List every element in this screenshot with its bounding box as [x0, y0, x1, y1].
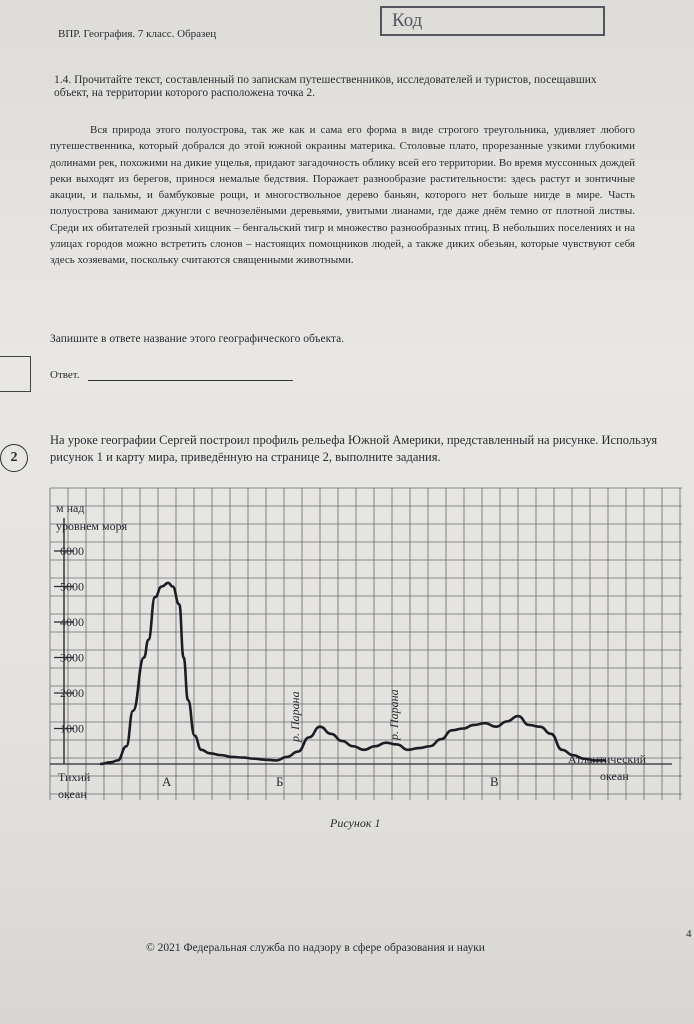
- answer-label: Ответ.: [50, 369, 80, 381]
- task-1-4-instruction: Запишите в ответе название этого географического объекта.: [50, 333, 345, 345]
- page-number: 4: [686, 928, 692, 940]
- task-1-4-prompt: 1.4. Прочитайте текст, составленный по запискам путешественников, исследователей и туристов, посещавших объект, на территории которого расположена точка 2.: [54, 74, 597, 99]
- y-tick-label: 2000: [60, 686, 84, 700]
- page-header-title: ВПР. География. 7 класс. Образец: [58, 28, 217, 40]
- figure-caption: Рисунок 1: [330, 816, 381, 830]
- y-tick-label: 1000: [60, 721, 84, 736]
- y-tick-label: 5000: [60, 579, 84, 594]
- profile-point-label: А: [162, 774, 172, 789]
- y-tick-label: 4000: [60, 615, 84, 629]
- footer-copyright: © 2021 Федеральная служба по надзору в сфере образования и науки: [146, 942, 485, 954]
- river-label: р. Парана: [387, 689, 401, 740]
- y-axis-label: уровнем моря: [56, 519, 128, 533]
- profile-point-label: В: [490, 774, 499, 789]
- ocean-label-left: Тихий: [58, 770, 91, 784]
- task-1-4-passage: Вся природа этого полуострова, так же как и сама его форма в виде строгого треугольника, удивляет любого путешественника, который добрался до этой южной окраины материка. Столовые плато, прорезанные узкими глубокими долинами рек, похожими на дикие ущелья, придают загадочность облику всей его территории. Во время муссонных дождей реки выходят из берегов, принося немалые бедствия. Поражает разнообразие растительности: здесь растут и зонтичные акации, и пальмы, и бамбуковые рощи, и многоствольное дерево баньян, которого нет больше нигде в мире. Часть полуострова занимают джунгли с вечнозелёными деревьями, увитыми лианами, где даже днём темно от плотной листвы. Среди их обитателей грозный хищник – бенгальский тигр и множество разнообразных птиц. В небольших поселениях и на улицах городов можно встретить слонов – настоящих помощников людей, а также диких обезьян, которые чувствуют себя здесь хозяевами, поскольку считаются священными животными.: [50, 124, 635, 267]
- river-label: р. Парана: [288, 691, 302, 742]
- y-axis-label: м над: [56, 501, 85, 515]
- ocean-label-right: океан: [600, 769, 629, 783]
- chart-axis: [50, 518, 672, 764]
- y-tick-label: 3000: [60, 650, 84, 665]
- task-2-prompt: На уроке географии Сергей построил профиль рельефа Южной Америки, представленный на рисунке. Используя рисунок 1 и карту мира, приведённую на странице 2, выполните задания.: [50, 433, 658, 464]
- y-tick-label: 6000: [60, 544, 84, 558]
- profile-point-label: Б: [276, 774, 284, 789]
- ocean-label-right: Атлантический: [568, 752, 647, 766]
- task-number-badge: 2: [0, 444, 28, 472]
- ocean-label-left: океан: [58, 787, 87, 801]
- code-label: Код: [392, 10, 423, 31]
